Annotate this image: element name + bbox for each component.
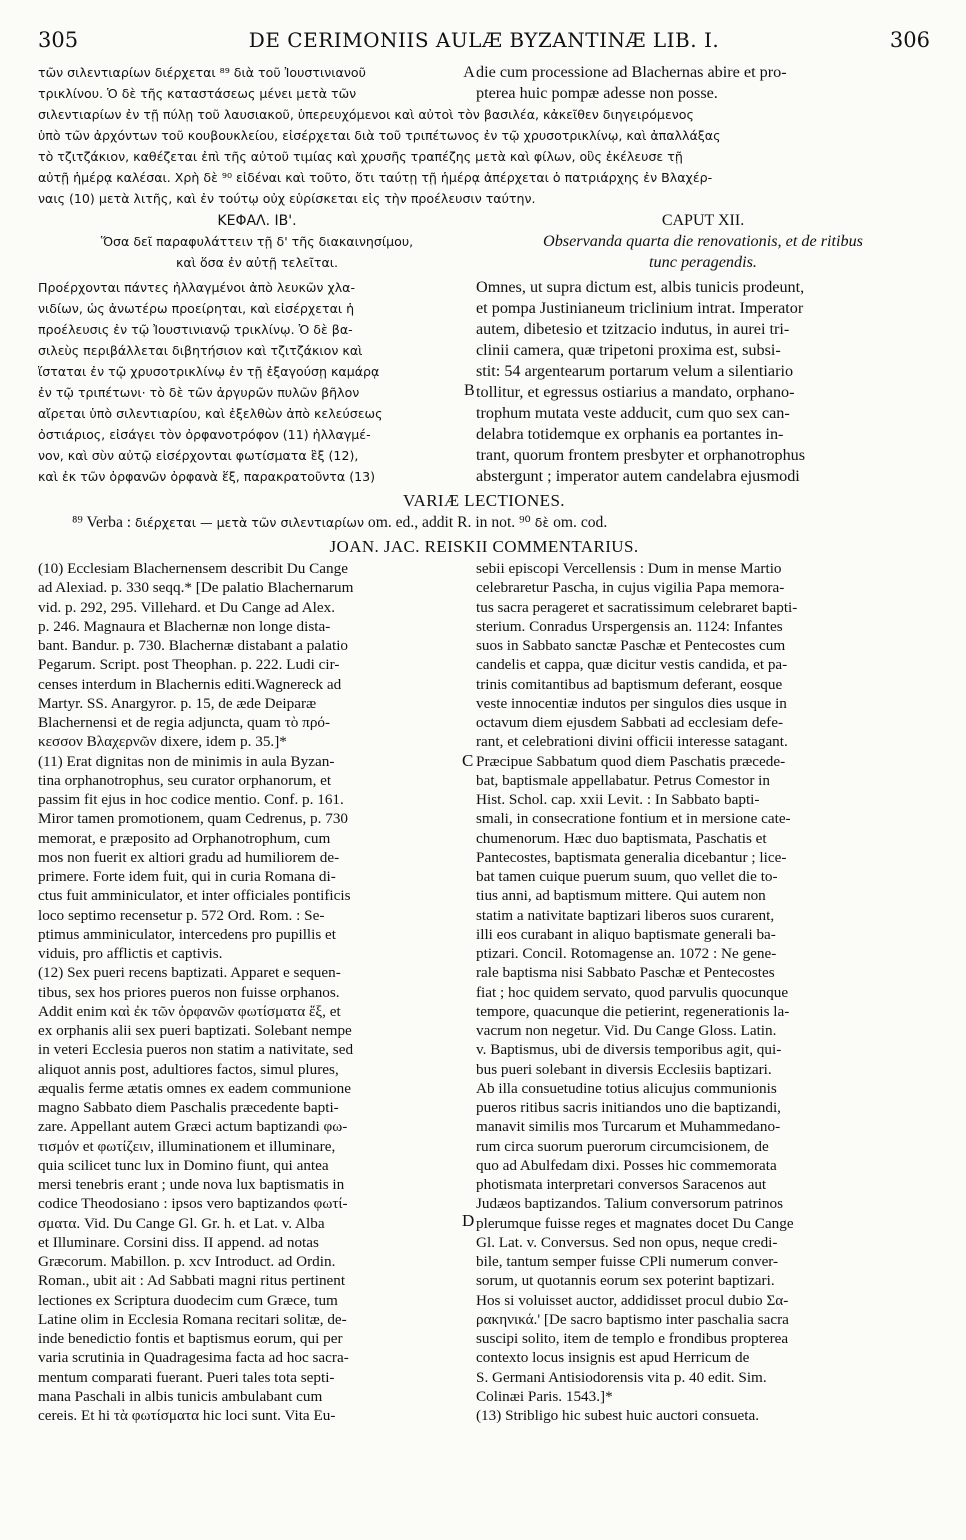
commentary-title: JOAN. JAC. REISKII COMMENTARIUS.: [329, 537, 639, 556]
greek-line: ἐν τῷ τριπέτωνι· τὸ δὲ τῶν ἀργυρῶν πυλῶν βῆλον: [38, 385, 360, 400]
commentary-line: Præcipue Sabbatum quod diem Paschatis præcede-: [476, 752, 786, 770]
note-number: ⁸⁹: [72, 514, 83, 531]
commentary-line: Hos si voluisset auctor, addidisset procul dubio Σα-: [476, 1291, 789, 1309]
commentary-line: illi eos curabant in aliquo baptismate generali ba-: [476, 925, 776, 943]
commentary-line: vid. p. 292, 295. Villehard. et Du Cange ad Alex.: [38, 598, 336, 616]
greek-line: αἴρεται ὑπὸ σιλεντιαρίου, καὶ ἐξελθὼν ἀπὸ κελεύσεως: [38, 406, 383, 421]
greek-chapter-title: ΚΕΦΑΛ. ΙΒ'.: [217, 213, 297, 229]
latin-chapter-title: CAPUT XII.: [661, 212, 745, 229]
commentary-line: magno Sabbato diem Paschalis præcedente bapti-: [38, 1099, 339, 1116]
greek-line: προέλευσις ἐν τῷ Ἰουστινιανῷ τρικλίνῳ. Ὁ δὲ βα-: [38, 322, 353, 337]
latin-subtitle-line: tunc peragendis.: [649, 253, 757, 271]
note-number: ⁹⁰: [519, 514, 531, 531]
greek-line: Προέρχονται πάντες ἠλλαγμένοι ἀπὸ λευκῶν χλα-: [38, 280, 356, 295]
greek-line: ναις (10) μετὰ λιτῆς, καὶ ἐν τούτῳ οὐχ εὑρίσκεται εἰς τὴν προέλευσιν ταύτην.: [38, 191, 536, 206]
commentary-line: suscipi solito, item de templo e frondibus propterea: [476, 1330, 789, 1347]
commentary-line: Pegarum. Script. post Theophan. p. 222. Ludi cir-: [38, 656, 340, 674]
commentary-line: codice Theodosiano : ipsos vero baptizandos φωτί-: [38, 1195, 348, 1213]
margin-marker-a: A: [463, 64, 475, 81]
commentary-line: (11) Erat dignitas non de minimis in aula Byzan-: [38, 752, 335, 770]
commentary-line: σματα. Vid. Du Cange Gl. Gr. h. et Lat. v. Alba: [38, 1214, 325, 1232]
greek-subtitle: [38, 231, 476, 273]
commentary-line: Colinæi Paris. 1543.]*: [476, 1387, 613, 1405]
latin-line: pterea huic pompæ adesse non posse.: [476, 84, 718, 102]
commentary-line: rale baptisma nisi Sabbato Paschæ et Pentecostes: [476, 964, 775, 982]
commentary-line: (12) Sex pueri recens baptizati. Apparet e sequen-: [38, 964, 341, 982]
variae-lectiones-note: [38, 512, 930, 533]
commentary-line: bat tamen cuique puerum suum, quo vellet die to-: [476, 868, 778, 885]
latin-line: et pompa Justinianeum triclinium intrat. Imperator: [476, 299, 804, 317]
latin-line: clinii camera, quæ tripetoni proxima est, subsi-: [476, 341, 781, 359]
commentary-line: Hist. Schol. cap. xxii Levit. : In Sabbato bapti-: [476, 791, 760, 808]
commentary-line: tina orphanotrophus, seu curator orphanorum, et: [38, 771, 332, 789]
commentary-line: ptimus amminiculator, intercedens pro pupillis et: [38, 925, 337, 943]
greek-subtitle-line: καὶ ὅσα ἐν αὐτῇ τελεῖται.: [175, 255, 339, 270]
commentary-line: pueros ritibus sacris initiandos uno die baptizandi,: [476, 1099, 781, 1116]
latin-line: tollitur, et egressus ostiarius a mandato, orphano-: [476, 383, 795, 401]
commentary-line: sebii episcopi Vercellensis : Dum in mense Martio: [476, 560, 782, 577]
commentary-line: tius anni, ad baptismum mittere. Qui autem non: [476, 887, 766, 905]
commentary-line: p. 246. Magnaura et Blachernæ non longe dista-: [38, 617, 331, 635]
commentary-line: v. Baptismus, ubi de diversis temporibus agit, qui-: [476, 1041, 782, 1059]
commentary-line: ex orphanis alii sex pueri baptizati. Solebant nempe: [38, 1022, 352, 1039]
page-number-right: 306: [889, 28, 930, 52]
commentary-line: lectiones ex Scriptura duodecim cum Græce, tum: [38, 1291, 338, 1309]
commentary-line: zare. Appellant autem Græci actum baptizandi φω-: [38, 1118, 348, 1136]
commentary-line: bat, baptismale appellabatur. Petrus Comestor in: [476, 771, 770, 789]
commentary-line: æqualis ferme ætatis omnes ex eadem communione: [38, 1079, 351, 1097]
commentary-line: rant, et celebrationi divini officii interesse satagant.: [476, 733, 788, 751]
commentary-line: varia scrutinia in Quadragesima facta ad hoc sacra-: [38, 1349, 349, 1367]
commentary-line: Martyr. SS. Anargyror. p. 15, de æde Deiparæ: [38, 694, 317, 712]
latin-subtitle-line: Observanda quarta die renovationis, et de ritibus: [543, 232, 863, 250]
greek-line: τρικλίνου. Ὁ δὲ τῆς καταστάσεως μένει μετὰ τῶν: [38, 86, 357, 101]
commentary-line: Græcorum. Mabillon. p. xcv Introduct. ad Ordin.: [38, 1253, 336, 1270]
commentary-line: loco septimo recensetur p. 572 Ord. Rom. : Se-: [38, 906, 325, 924]
greek-line: ὑπὸ τῶν ἀρχόντων τοῦ κουβουκλείου, εἰσέρχεται διὰ τοῦ τριπέτωνος ἐν τῷ χρυσοτρικλίνῳ, καὶ ἀπαλλάξας: [38, 128, 721, 143]
commentary-line: mersi tenebris erant ; unde nova lux baptismatis in: [38, 1176, 345, 1193]
running-head: [38, 28, 930, 52]
commentary-line: suos in Sabbato sanctæ Paschæ et Pentecostes cum: [476, 637, 786, 654]
latin-line: abstergunt ; imperator autem candelabra ejusmodi: [476, 467, 800, 485]
commentary-line: bus pueri solebant in diversis Ecclesiis baptizari.: [476, 1060, 772, 1078]
greek-line: τὸ τζιτζάκιον, καθέζεται ἐπὶ τῆς αὐτοῦ τιμίας καὶ χρυσῆς τραπέζης μετὰ καὶ φίλων, οὓς ἐκέλευσε τῇ: [38, 149, 683, 164]
commentary-line: celebraretur Pascha, in cujus vigilia Papa memora-: [476, 579, 785, 597]
commentary-line: Gl. Lat. v. Conversus. Sed non opus, neque credi-: [476, 1233, 778, 1251]
note-text: om. cod.: [553, 514, 608, 531]
latin-subtitle: [476, 231, 930, 273]
commentary-line: contexto locus insignis est apud Herricum de: [476, 1349, 750, 1367]
commentary-line: memorat, e præposito ad Orphanotrophum, cum: [38, 829, 331, 847]
commentary-line: censes interdum in Blachernis editi.Wagnereck ad: [38, 675, 342, 693]
commentary-line: ctus fuit amminiculator, et inter officiales pontificis: [38, 887, 351, 905]
latin-line: die cum processione ad Blachernas abire et pro-: [476, 63, 787, 81]
commentary-line: Judæos baptizandos. Talium conversorum patrinos: [476, 1195, 784, 1213]
commentary-line: quo ad Abulfedam dixi. Posses hic commemorata: [476, 1156, 777, 1174]
commentary-line: aliquot annis post, adultiores factos, simul plures,: [38, 1060, 339, 1078]
commentary-line: Addit enim καὶ ἐκ τῶν ὀρφανῶν φωτίσματα ἕξ, et: [38, 1002, 341, 1020]
commentary-line: S. Germani Antisiodorensis vita p. 40 edit. Sim.: [476, 1368, 767, 1386]
note-text: Verba :: [86, 514, 135, 531]
commentary-line: mentum comparati fuerant. Pueri tales tota septi-: [38, 1368, 335, 1386]
margin-marker-b: B: [464, 382, 475, 399]
commentary-line: trinis comitantibus ad baptismum deferant, eosque: [476, 675, 783, 693]
commentary-line: fiat ; hoc quidem servato, quod parvulis quocunque: [476, 983, 789, 1001]
commentary-line: vacrum non negetur. Vid. Du Cange Gloss. Latin.: [476, 1022, 777, 1039]
text-pair-1: [38, 62, 930, 83]
greek-line: ἵσταται ἐν τῷ χρυσοτρικλίνῳ ἐν τῇ ἐξαγούσῃ καμάρᾳ: [38, 364, 380, 379]
commentary-line: cereis. Et hi τὰ φωτίσματα hic loci sunt. Vita Eu-: [38, 1407, 336, 1424]
greek-column: [38, 277, 462, 487]
commentary-line: tibus, sex hos priores pueros non fuisse orphanos.: [38, 983, 340, 1001]
commentary-line: tus sacra perageret et sacratissimum celebraret bapti-: [476, 598, 798, 616]
commentary-line: τισμόν et φωτίζειν, illuminationem et illuminare,: [38, 1137, 336, 1155]
commentary-line: tempore, quacunque die petierint, regenerationis la-: [476, 1002, 790, 1020]
commentary-line: Latine olim in Ecclesia Romana recitari solitæ, de-: [38, 1310, 347, 1328]
main-parallel-text: [38, 277, 930, 487]
latin-column: [476, 277, 930, 487]
commentary-columns: [38, 559, 930, 1425]
commentary-line: candelis et cappa, quæ dicitur vestis candida, et pa-: [476, 656, 788, 674]
text-pair-2: [38, 83, 930, 104]
greek-line: νον, καὶ σὺν αὐτῷ εἰσέρχονται φωτίσματα ἓξ (12),: [38, 448, 359, 463]
commentary-line: Miror tamen promotionem, quam Cedrenus, p. 730: [38, 810, 349, 828]
commentary-line: plerumque fuisse reges et magnates docet Du Cange: [476, 1214, 794, 1232]
latin-line: stit: 54 argentearum portarum velum a silentiario: [476, 362, 794, 380]
commentary-line: Blachernensi et de regia adjuncta, quam τὸ πρό-: [38, 714, 331, 731]
commentary-line: rum circa suorum puerorum circumcisionem, de: [476, 1137, 769, 1155]
commentary-line: bile, tantum semper fuisse CPli numerum conver-: [476, 1253, 779, 1270]
commentary-line: photismata interpretari conversos Saracenos aut: [476, 1176, 767, 1193]
commentary-line: viduis, pro afflictis et captivis.: [38, 945, 223, 962]
commentary-line: octavum diem ejusdem Sabbati ad ecclesiam defe-: [476, 714, 784, 731]
variae-lectiones-title: VARIÆ LECTIONES.: [403, 491, 565, 510]
commentary-line: bant. Bandur. p. 730. Blachernæ distabant a palatio: [38, 637, 349, 654]
commentary-line: quia scilicet tunc lux in Domino fiunt, qui antea: [38, 1156, 329, 1174]
chapter-heading: [38, 211, 930, 231]
commentary-line: ρακηνικά.' [De sacro baptismo inter paschalia sacra: [476, 1310, 789, 1328]
greek-line: νιδίων, ὡς ἀνωτέρω προείρηται, καὶ εἰσέρχεται ἡ: [38, 301, 355, 316]
latin-line: autem, dibetesio et tzitzacio indutus, in aurei tri-: [476, 320, 790, 338]
greek-line: σιλεντιαρίων ἐν τῇ πύλῃ τοῦ λαυσιακοῦ, ὑπερευχόμενοι καὶ αὐτοὶ τὸν βασιλέα, κἀκεῖθεν διηγειρόμενος: [38, 107, 694, 122]
commentary-line: inde benedictio fontis et baptismus eorum, qui per: [38, 1330, 343, 1347]
greek-line: ὀστιάριος, εἰσάγει τὸν ὀρφανοτρόφον (11) ἠλλαγμέ-: [38, 427, 371, 442]
commentary-line: smali, in consecratione fontium et in mersione cate-: [476, 810, 791, 828]
commentary-line: mos non fuerit ex altiori gradu ad humiliorem de-: [38, 848, 340, 866]
commentary-line: primere. Forte idem fuit, qui in curia Romana di-: [38, 868, 336, 885]
latin-line: trophum mutata veste adducit, cum quo sex can-: [476, 404, 790, 422]
commentary-line: sorum, ut quotannis eorum sex poterint baptizari.: [476, 1272, 775, 1290]
commentary-line: mana Paschali in albis tunicis ambulabant cum: [38, 1387, 323, 1405]
greek-line: σιλεὺς περιβάλλεται διβητήσιον καὶ τζιτζάκιον καὶ: [38, 343, 363, 358]
greek-subtitle-line: Ὅσα δεῖ παραφυλάττειν τῇ δ' τῆς διακαινησίμου,: [100, 234, 414, 249]
latin-line: delabra totidemque ex orphanis ea portantes in-: [476, 425, 784, 443]
commentary-line: veste innocentiæ indutos per singulos dies usque in: [476, 694, 787, 712]
greek-line: αὐτῇ ἡμέρᾳ καλέσαι. Χρὴ δὲ ⁹⁰ εἰδέναι καὶ τοῦτο, ὅτι ταύτῃ τῇ ἡμέρᾳ ἀπέρχεται ὁ πατριάρχης ἐν Βλαχέρ-: [38, 170, 713, 185]
commentary-line: et Illuminare. Corsini diss. II append. ad notas: [38, 1233, 319, 1251]
commentary-line: Roman., ubit ait : Ad Sabbati magni ritus pertinent: [38, 1272, 346, 1290]
commentary-line: (10) Ecclesiam Blachernensem describit Du Cange: [38, 560, 348, 577]
note-text: om. ed., addit R. in not.: [367, 514, 520, 531]
commentary-line: Pantecostes, baptismata generalia dicebantur ; lice-: [476, 848, 787, 866]
margin-marker-c: C: [462, 751, 474, 770]
greek-line: καὶ ἐκ τῶν ὀρφανῶν ὀρφανὰ ἕξ, παρακρατοῦντα (13): [38, 469, 376, 484]
chapter-subtitle: [38, 231, 930, 273]
note-greek: δὲ: [534, 515, 550, 530]
commentary-line: ad Alexiad. p. 330 seqq.* [De palatio Blachernarum: [38, 579, 354, 597]
commentary-line: statim a nativitate baptizari liberos suos curarent,: [476, 906, 775, 924]
commentary-line: in veteri Ecclesia pueros non statim a nativitate, sed: [38, 1041, 354, 1059]
greek-line: τῶν σιλεντιαρίων διέρχεται ⁸⁹ διὰ τοῦ Ἰουστινιανοῦ: [38, 65, 366, 80]
page-number-left: 305: [38, 28, 79, 52]
commentary-line: passim fit ejus in hoc codice mentio. Conf. p. 161.: [38, 791, 344, 808]
commentary-line: manavit similis mos Turcarum et Muhammedano-: [476, 1118, 781, 1136]
commentary-line: κεσσον Βλαχερνῶν dixere, idem p. 35.]*: [38, 733, 287, 751]
greek-full-width-text: [38, 104, 930, 209]
commentary-line: (13) Stribligo hic subest huic auctori consueta.: [476, 1407, 760, 1424]
commentary-line: sterium. Conradus Urspergensis an. 1124: Infantes: [476, 617, 783, 635]
commentary-line: Ab illa consuetudine totius alicujus communionis: [476, 1079, 777, 1097]
running-title: DE CERIMONIIS AULÆ BYZANTINÆ LIB. I.: [248, 28, 720, 52]
commentary-left-column: [38, 559, 462, 1425]
latin-line: trant, quorum frontem presbyter et orphanotrophus: [476, 446, 806, 464]
margin-marker-d: D: [462, 1211, 475, 1230]
commentary-line: chumenorum. Hæc duo baptismata, Paschatis et: [476, 829, 767, 847]
note-greek: διέρχεται — μετὰ τῶν σιλεντιαρίων: [135, 515, 364, 530]
commentary-line: ptizari. Concil. Rotomagense an. 1072 : Ne gene-: [476, 945, 777, 962]
latin-line: Omnes, ut supra dictum est, albis tunicis prodeunt,: [476, 278, 805, 296]
commentary-right-column: [476, 559, 930, 1425]
